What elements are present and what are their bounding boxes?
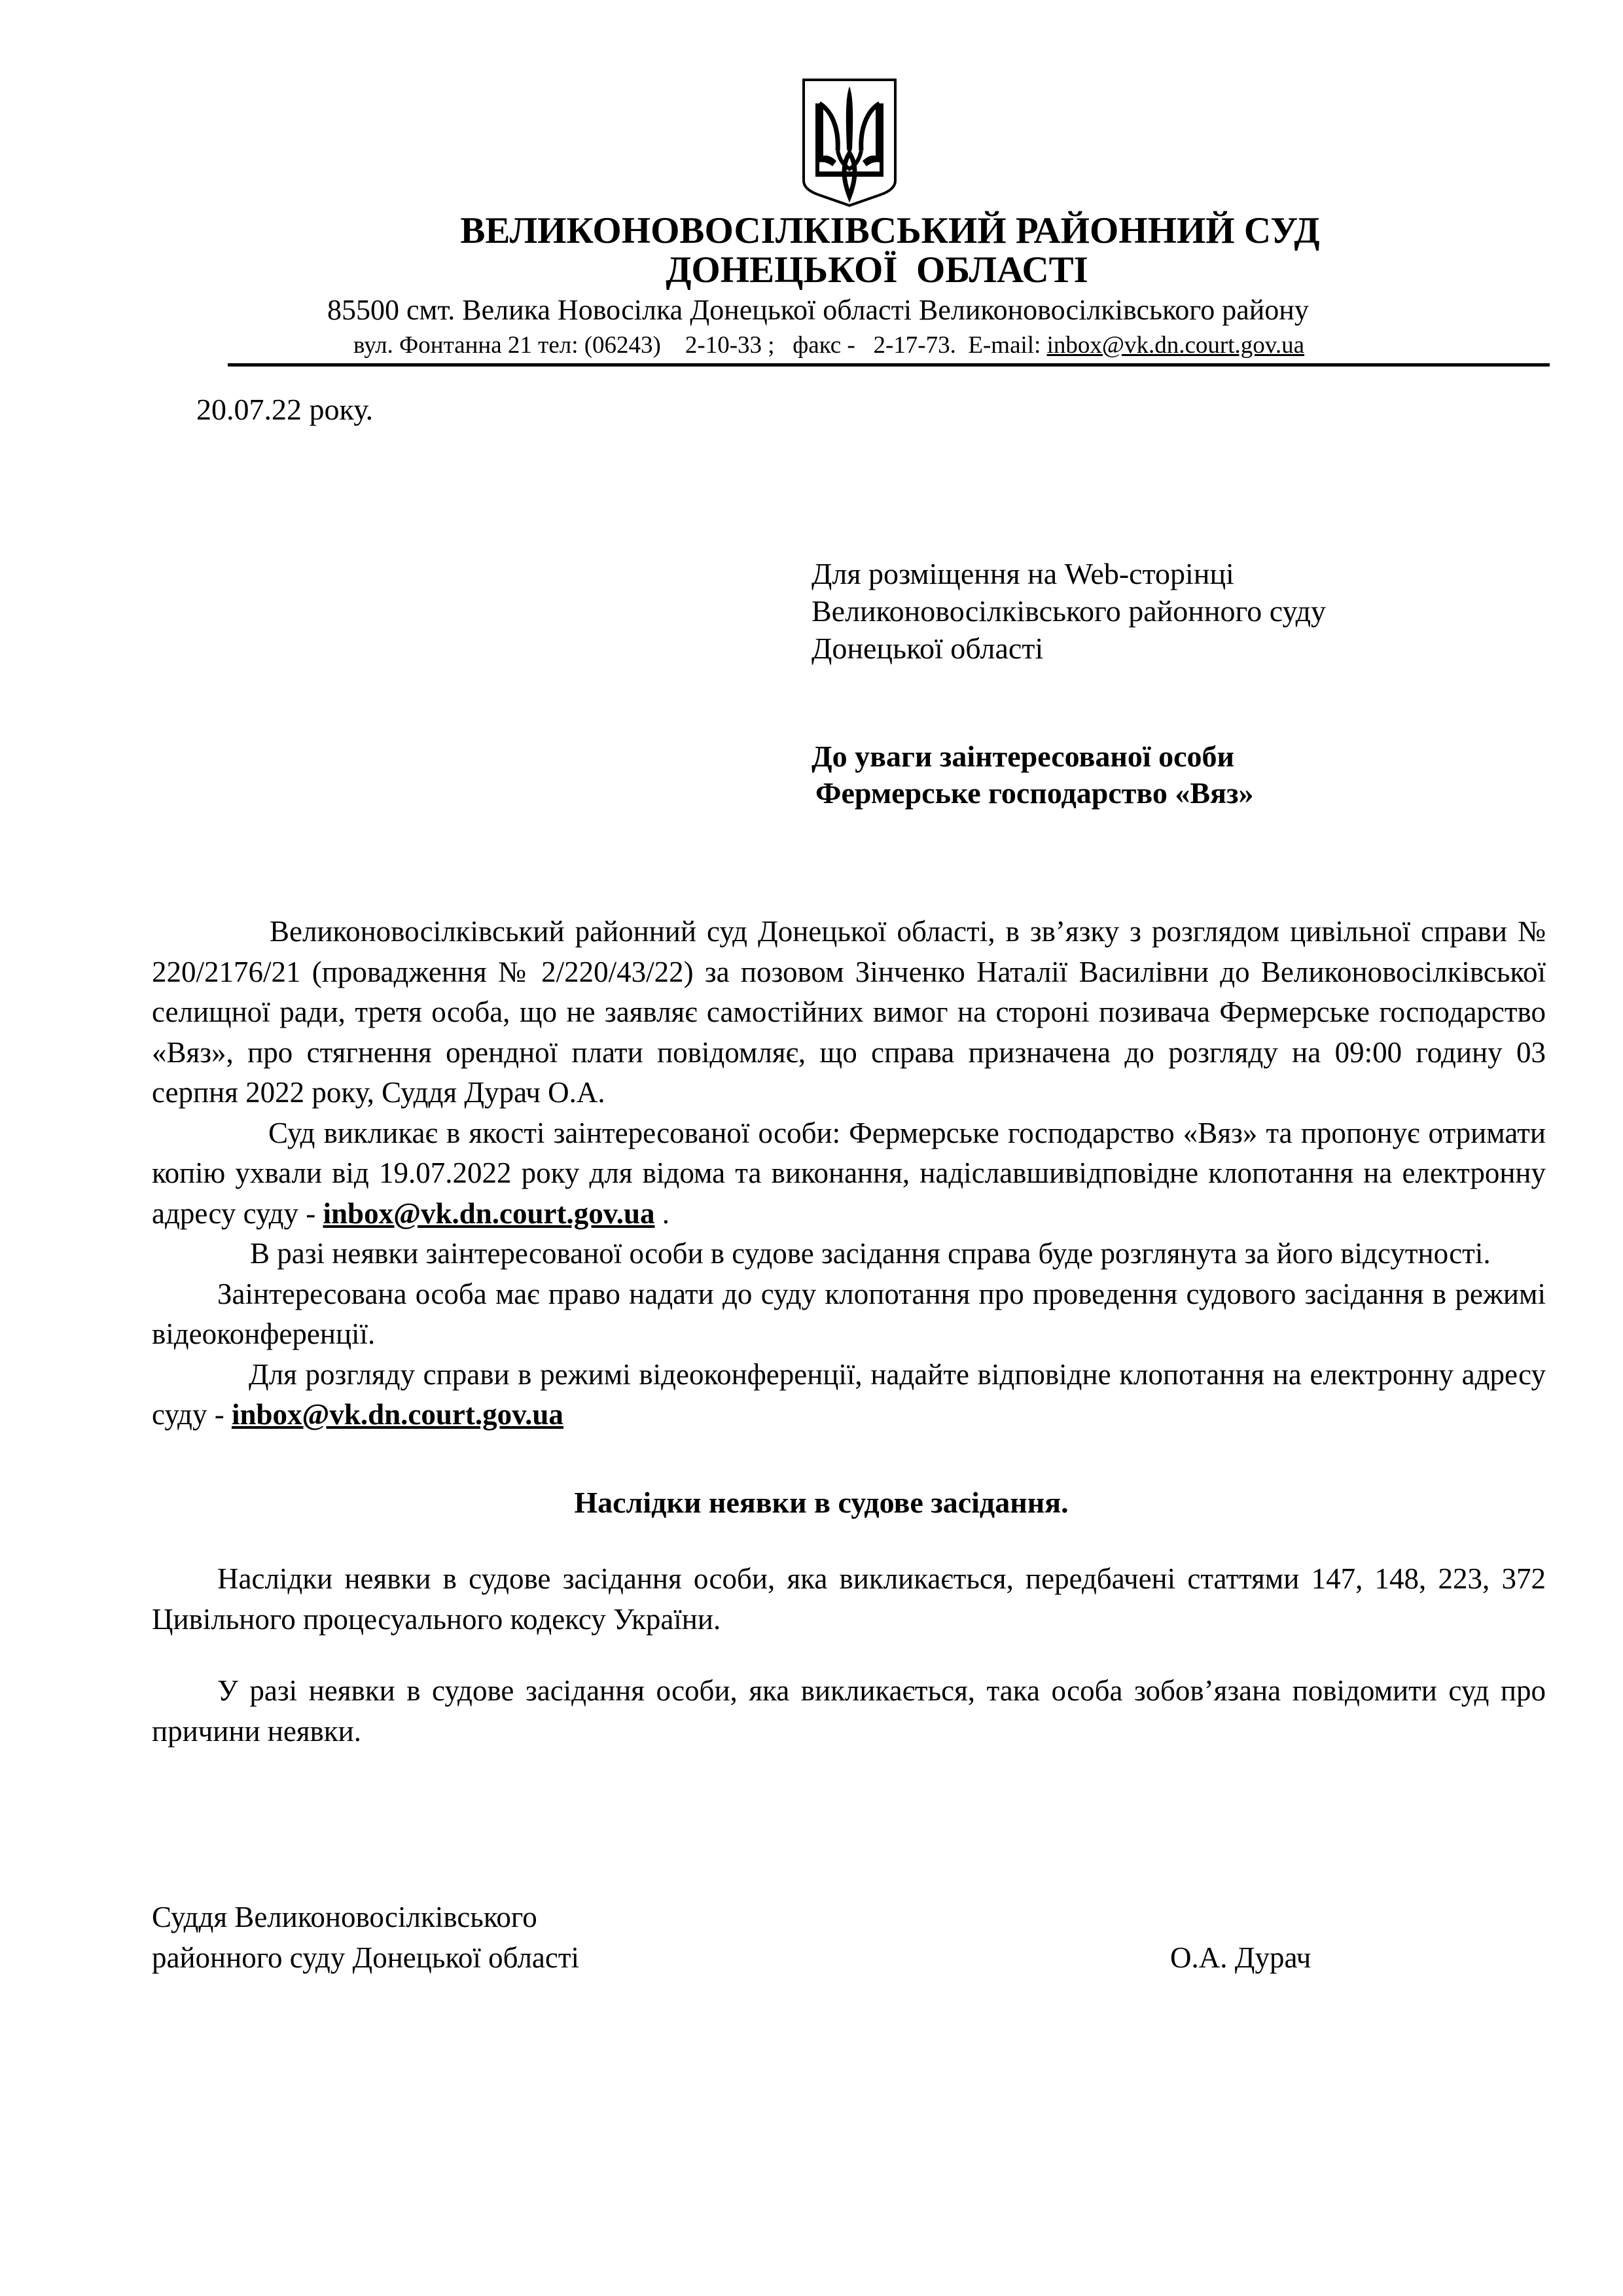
body-paragraph-5 [152, 1355, 1546, 1435]
consequences-text-1: Наслідки неявки в судове засідання особи, яка викликається, передбачені статтями 147, 148, 223, 372 Цивільного процесуального кодексу України. [152, 1562, 1546, 1636]
p5-text: Для розгляду справи в режимі відеоконференції, надайте відповідне клопотання на електронну адресу суду - [152, 1357, 1546, 1431]
signature-title-line2: районного суду Донецької області [152, 1941, 580, 1974]
header-email-link[interactable]: inbox@vk.dn.court.gov.ua [1046, 332, 1305, 359]
attention-line1: До уваги заінтересованої особи [812, 740, 1235, 773]
attention-block [812, 738, 1253, 812]
consequences-heading: Наслідки неявки в судове засідання. [574, 1486, 1069, 1519]
signature-name: О.А. Дурач [1170, 1941, 1311, 1974]
header-divider [228, 363, 1550, 367]
body-email-link-2[interactable]: inbox@vk.dn.court.gov.ua [231, 1398, 563, 1431]
body-paragraph-4: Заінтересована особа має право надати до суду клопотання про проведення судового засідання в режимі відеоконференції. [152, 1277, 1546, 1350]
trident-coat-of-arms-icon [801, 77, 898, 208]
contacts-text: вул. Фонтанна 21 тел: (06243) 2-10-33 ; факс - 2-17-73. E-mail: [353, 332, 1047, 359]
body-email-link-1[interactable]: inbox@vk.dn.court.gov.ua [323, 1196, 655, 1230]
addressee-block [812, 555, 1326, 667]
consequences-paragraph-1 [152, 1559, 1546, 1640]
court-address-line1: 85500 смт. Велика Новосілка Донецької області Великоновосілківського району [327, 294, 1309, 326]
p2-tail: . [654, 1196, 670, 1230]
court-name-line1: ВЕЛИКОНОВОСІЛКІВСЬКИЙ РАЙОННИЙ СУД [460, 210, 1320, 251]
notice-body [152, 912, 1546, 1435]
consequences-text-2: У разі неявки в судове засідання особи, яка викликається, така особа зобов’язана повідомити суд про причини неявки. [152, 1674, 1546, 1748]
court-contacts-line [353, 331, 1304, 361]
signature-title [152, 1897, 579, 1978]
body-paragraph-1: Великоновосілківський районний суд Донецької області, в зв’язку з розглядом цивільної справи № 220/2176/21 (провадження № 2/220/43/22) за позовом Зінченко Наталії Василівни до Великоновосілківської селищної ради, третя особа, що не заявляє самостійних вимог на стороні позивача Фермерське господарство «Вяз», про стягнення орендної плати повідомляє, що справа призначена до розгляду на 09:00 годину 03 серпня 2022 року, Суддя Дурач О.А. [152, 915, 1546, 1109]
p2-text: Суд викликає в якості заінтересованої особи: Фермерське господарство «Вяз» та пропонує отримати копію ухвали від 19.07.2022 року для відома та виконання, надіславшивідповідне клопотання на електронну адресу суду - [152, 1116, 1546, 1230]
signature-title-line1: Суддя Великоновосілківського [152, 1901, 537, 1933]
consequences-paragraph-2 [152, 1671, 1546, 1751]
body-paragraph-3: В разі неявки заінтересованої особи в судове засідання справа буде розглянута за його відсутності. [250, 1237, 1491, 1270]
addressee-line2: Великоновосілківського районного суду [812, 594, 1327, 628]
document-date: 20.07.22 року. [196, 393, 374, 426]
attention-line2: Фермерське господарство «Вяз» [815, 776, 1254, 810]
addressee-line3: Донецької області [812, 632, 1044, 665]
court-name-line2: ДОНЕЦЬКОЇ ОБЛАСТІ [666, 249, 1088, 291]
addressee-line1: Для розміщення на Web-сторінці [812, 557, 1234, 590]
body-paragraph-2 [152, 1113, 1546, 1234]
